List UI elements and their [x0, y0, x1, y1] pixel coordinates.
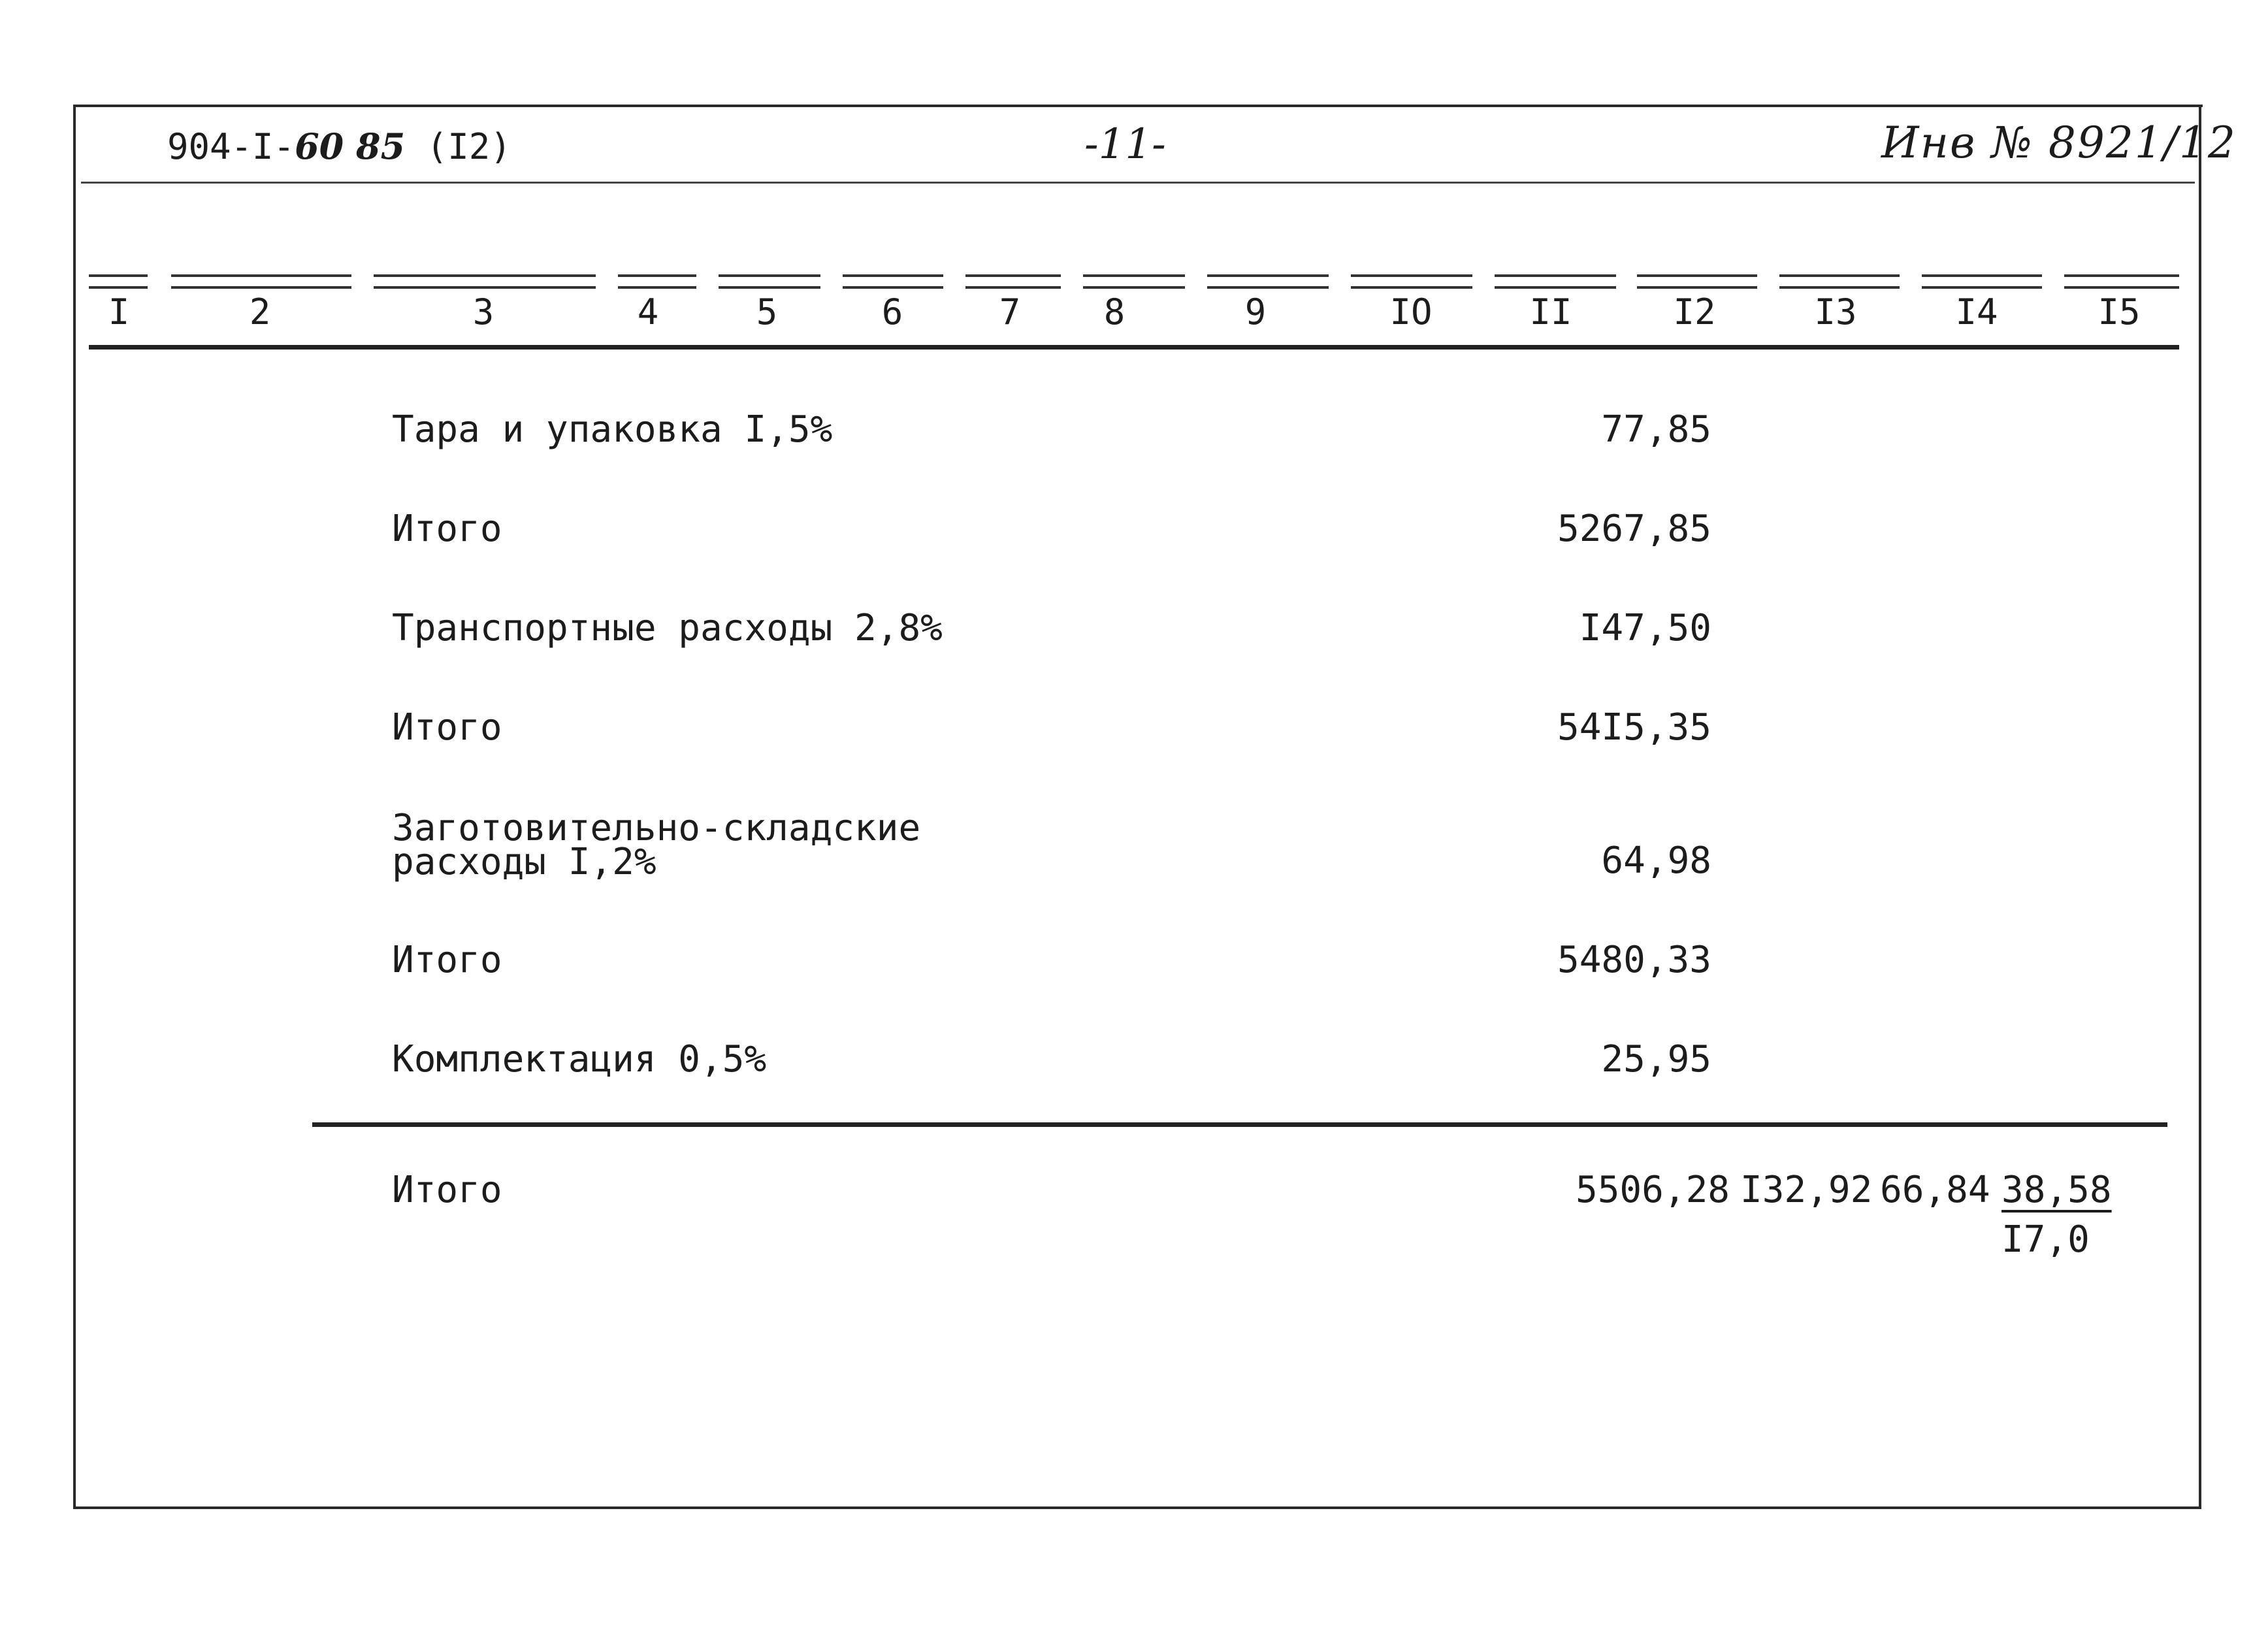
document-code	[167, 125, 511, 167]
row-label: Комплектация 0,5%	[392, 1038, 767, 1081]
column-number: 7	[999, 291, 1021, 333]
total-col13: I32,92	[1740, 1169, 1873, 1211]
column-number: I4	[1955, 291, 1998, 333]
column-mark	[719, 274, 820, 289]
column-number: I2	[1673, 291, 1716, 333]
row-value: 5480,33	[1557, 939, 1711, 981]
total-col15-bottom: I7,0	[2001, 1218, 2090, 1261]
total-label: Итого	[392, 1169, 502, 1211]
column-mark	[1083, 274, 1185, 289]
column-number: 3	[472, 291, 494, 333]
total-col15-top: 38,58	[2001, 1169, 2112, 1211]
row-value: 64,98	[1601, 839, 1711, 882]
column-mark	[171, 274, 351, 289]
column-number: 9	[1244, 291, 1267, 333]
column-number: 2	[249, 291, 271, 333]
row-value: 5267,85	[1557, 508, 1711, 550]
column-number: 5	[756, 291, 778, 333]
column-number: I5	[2098, 291, 2141, 333]
row-value: 54I5,35	[1557, 706, 1711, 749]
row-value: I47,50	[1579, 607, 1711, 649]
column-number: IO	[1389, 291, 1433, 333]
column-number: 8	[1103, 291, 1126, 333]
column-header-rule	[89, 345, 2179, 350]
column-number: 4	[637, 291, 659, 333]
document-code-handwritten: 60 85	[295, 125, 406, 167]
column-mark	[1637, 274, 1757, 289]
row-value: 77,85	[1601, 408, 1711, 451]
column-mark	[1351, 274, 1472, 289]
header-rule	[81, 182, 2195, 184]
frame-top	[73, 105, 2203, 107]
column-number: I3	[1814, 291, 1857, 333]
row-value: 25,95	[1601, 1038, 1711, 1081]
frame-bottom	[73, 1506, 2201, 1509]
total-col14: 66,84	[1880, 1169, 1990, 1211]
column-mark	[1922, 274, 2042, 289]
column-mark	[374, 274, 596, 289]
column-number: II	[1529, 291, 1572, 333]
column-mark	[1779, 274, 1900, 289]
row-label: Итого	[392, 508, 502, 550]
row-label-line2: расходы I,2%	[392, 841, 656, 883]
column-mark	[618, 274, 696, 289]
column-mark	[1495, 274, 1616, 289]
row-label: Итого	[392, 939, 502, 981]
row-label-line1: Заготовительно-складские	[392, 807, 921, 849]
column-mark	[965, 274, 1061, 289]
page-number: -11-	[1084, 120, 1166, 169]
column-mark	[843, 274, 943, 289]
column-number: I	[108, 291, 130, 333]
row-label: Транспортные расходы 2,8%	[392, 607, 943, 649]
row-label: Тара и упаковка I,5%	[392, 408, 833, 451]
column-mark	[1207, 274, 1329, 289]
frame-right	[2199, 105, 2201, 1509]
total-rule	[312, 1122, 2167, 1127]
document-code-prefix: 904-I-	[167, 126, 295, 167]
frame-left	[73, 105, 76, 1509]
inventory-number: Инв № 8921/12	[1881, 118, 2237, 168]
column-mark	[2064, 274, 2179, 289]
document-code-suffix: (I2)	[426, 126, 511, 167]
column-number: 6	[881, 291, 903, 333]
column-mark	[89, 274, 148, 289]
row-label: Итого	[392, 706, 502, 749]
total-col12: 5506,28	[1576, 1169, 1730, 1211]
